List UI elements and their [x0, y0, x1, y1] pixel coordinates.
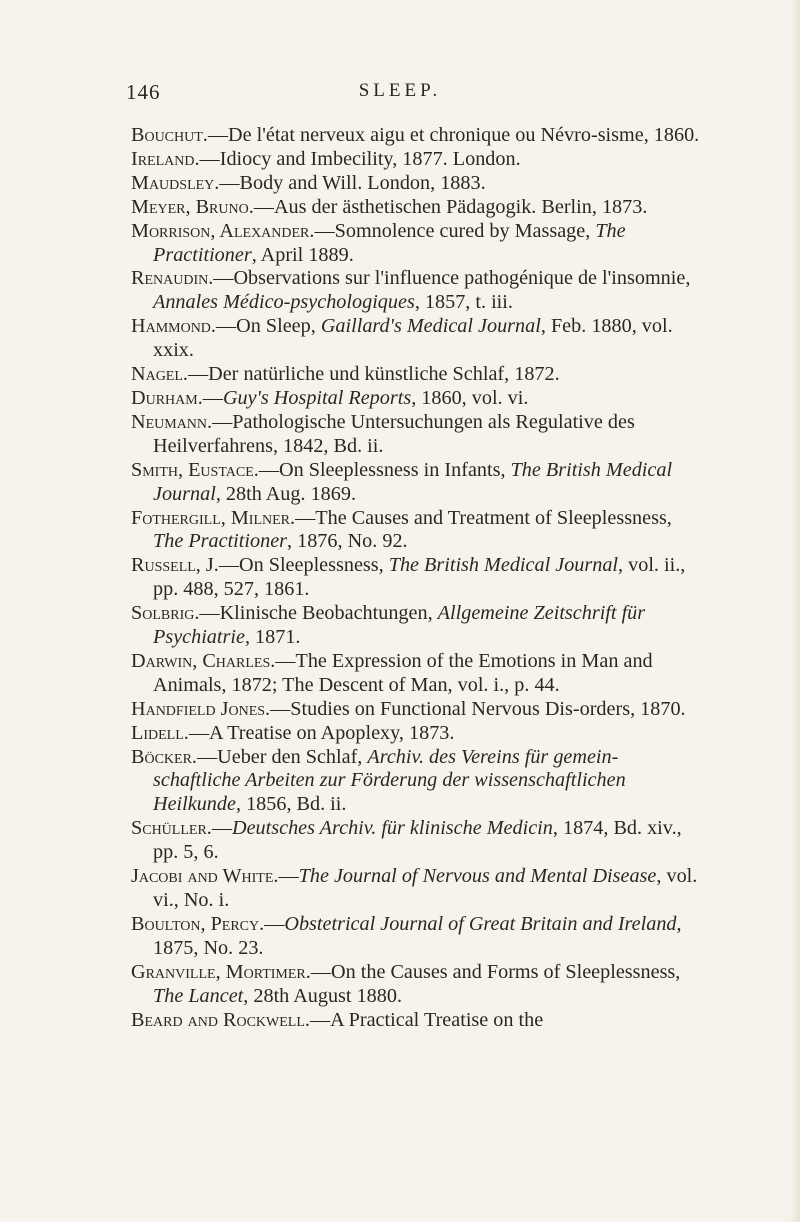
entry-author: Boulton, Percy.: [131, 912, 265, 935]
entry-author: Nagel.: [131, 363, 188, 386]
entry-author: Meyer, Bruno.: [131, 195, 254, 218]
entry-text: , 1856, Bd. ii.: [235, 793, 347, 816]
bibliography-entry: [131, 459, 701, 507]
entry-author: Lidell.: [131, 721, 189, 744]
entry-text: —Aus der ästhetischen Pädagogik. Berlin, 1873.: [253, 195, 648, 218]
entry-author: Handfield Jones.: [131, 697, 271, 720]
entry-text: , 28th Aug. 1869.: [215, 482, 357, 505]
bibliography-entry: [131, 363, 701, 387]
entry-text: —A Treatise on Apoplexy, 1873.: [188, 721, 455, 744]
entry-author: Beard and Rockwell.: [131, 1008, 310, 1031]
bibliography-entry: [131, 196, 701, 220]
entry-author: Jacobi and White.: [131, 865, 279, 888]
entry-journal: The Practitioner: [153, 219, 626, 266]
entry-text: —: [264, 912, 285, 935]
entry-author: Fothergill, Milner.: [131, 506, 296, 529]
page-number: 146: [126, 80, 161, 104]
bibliography-entry: [131, 267, 701, 315]
bibliography-entry: [131, 865, 701, 913]
entry-journal: Deutsches Archiv. für klinische Medicin: [232, 817, 553, 840]
entry-author: Durham.: [131, 386, 203, 409]
entry-text: —On Sleeplessness,: [218, 554, 389, 577]
bibliography-entry: [131, 554, 701, 602]
entry-journal: The British Medical Journal: [153, 458, 673, 505]
entry-journal: The British Medical Journal: [388, 554, 619, 577]
entry-text: —: [211, 817, 233, 840]
entry-author: Ireland.: [131, 147, 200, 170]
entry-author: Granville, Mortimer.: [131, 960, 311, 983]
entry-text: —A Practical Treatise on the: [309, 1008, 544, 1031]
entry-text: , April 1889.: [251, 243, 354, 266]
bibliography-entry: [131, 746, 701, 818]
bibliography-entry: [131, 220, 701, 268]
entry-author: Böcker.: [131, 745, 197, 768]
bibliography-entry: [131, 148, 701, 172]
bibliography-entry: [131, 698, 701, 722]
entry-author: Russell, J.: [131, 554, 219, 577]
entry-author: Hammond.: [131, 315, 216, 338]
bibliography-entry: [131, 507, 701, 555]
entry-author: Darwin, Charles.: [131, 649, 276, 672]
bibliography-entry: [131, 411, 701, 459]
bibliography-entry: [131, 650, 701, 698]
entry-text: , vol. vi., No. i.: [153, 865, 698, 911]
entry-text: —The Causes and Treatment of Sleeplessness,: [295, 506, 672, 529]
entry-text: , 1871.: [244, 626, 301, 649]
entry-author: Solbrig.: [131, 602, 200, 625]
entry-journal: Guy's Hospital Reports: [222, 386, 412, 409]
entry-author: Schüller.: [131, 817, 212, 840]
bibliography-entry: [131, 722, 701, 746]
entry-text: , 1875, No. 23.: [153, 912, 682, 959]
entry-author: Renaudin.: [131, 267, 214, 290]
running-title: SLEEP.: [358, 80, 442, 101]
entry-journal: The Journal of Nervous and Mental Disease: [298, 865, 657, 888]
entry-journal: Archiv. des Vereins für gemein-schaftliche Arbeiten zur Förderung der wissenschaftlichen Heilkunde: [153, 745, 626, 816]
entry-text: —Studies on Functional Nervous Dis-orders, 1870.: [270, 697, 686, 720]
entry-text: —Idiocy and Imbecility, 1877. London.: [199, 147, 521, 170]
bibliography-entry: [131, 817, 701, 865]
entry-text: —Ueber den Schlaf,: [196, 745, 368, 768]
bibliography-entry: [131, 124, 701, 148]
bibliography-entry: [131, 1009, 701, 1033]
bibliography-entry: [131, 172, 701, 196]
bibliography-entry: [131, 387, 701, 411]
entry-author: Bouchut.: [131, 124, 208, 146]
bibliography-entry: [131, 961, 701, 1009]
entry-text: —On Sleep,: [215, 315, 321, 338]
entry-text: , 28th August 1880.: [243, 984, 402, 1007]
entry-text: , 1874, Bd. xiv., pp. 5, 6.: [153, 817, 682, 864]
entry-journal: Obstetrical Journal of Great Britain and Ireland: [284, 912, 677, 935]
bibliography-entry: [131, 913, 701, 961]
entry-text: , 1876, No. 92.: [287, 530, 408, 553]
entry-text: , 1860, vol. vi.: [411, 386, 529, 409]
entry-journal: The Practitioner: [153, 530, 288, 553]
entry-text: —De l'état nerveux aigu et chronique ou Névro-sisme, 1860.: [207, 124, 700, 146]
entry-text: —Observations sur l'influence pathogénique de l'insomnie,: [213, 267, 691, 290]
entry-text: —Klinische Beobachtungen,: [199, 602, 438, 625]
entry-text: —Somnolence cured by Massage,: [314, 219, 596, 242]
entry-author: Morrison, Alexander.: [131, 219, 315, 242]
entry-author: Smith, Eustace.: [131, 458, 259, 481]
entry-text: —Body and Will. London, 1883.: [219, 171, 486, 194]
bibliography-entry: [131, 602, 701, 650]
page-edge-shadow: [790, 0, 800, 1222]
entry-text: —Pathologische Untersuchungen als Regulative des Heilverfahrens, 1842, Bd. ii.: [153, 410, 635, 457]
entry-journal: Gaillard's Medical Journal: [320, 315, 541, 338]
entry-text: , Feb. 1880, vol. xxix.: [153, 315, 673, 362]
bibliography-entry: [131, 315, 701, 363]
entry-journal: Annales Médico-psychologiques: [153, 291, 415, 314]
entry-journal: Allgemeine Zeitschrift für Psychiatrie: [153, 602, 646, 649]
entry-text: , vol. ii., pp. 488, 527, 1861.: [153, 554, 686, 601]
entry-text: —: [202, 386, 223, 409]
page-header: [0, 80, 800, 108]
entry-text: —On the Causes and Forms of Sleeplessness,: [310, 960, 681, 983]
entry-author: Maudsley.: [131, 171, 220, 194]
entry-text: , 1857, t. iii.: [414, 291, 513, 314]
entry-text: —Der natürliche und künstliche Schlaf, 1872.: [187, 363, 560, 386]
entry-text: —The Expression of the Emotions in Man and Animals, 1872; The Descent of Man, vol. i., p. 44.: [153, 649, 653, 696]
entry-author: Neumann.: [131, 410, 213, 433]
entry-text: —: [278, 865, 299, 888]
entry-journal: The Lancet: [153, 984, 244, 1007]
entry-text: —On Sleeplessness in Infants,: [258, 458, 511, 481]
bibliography-list: [131, 124, 701, 1032]
